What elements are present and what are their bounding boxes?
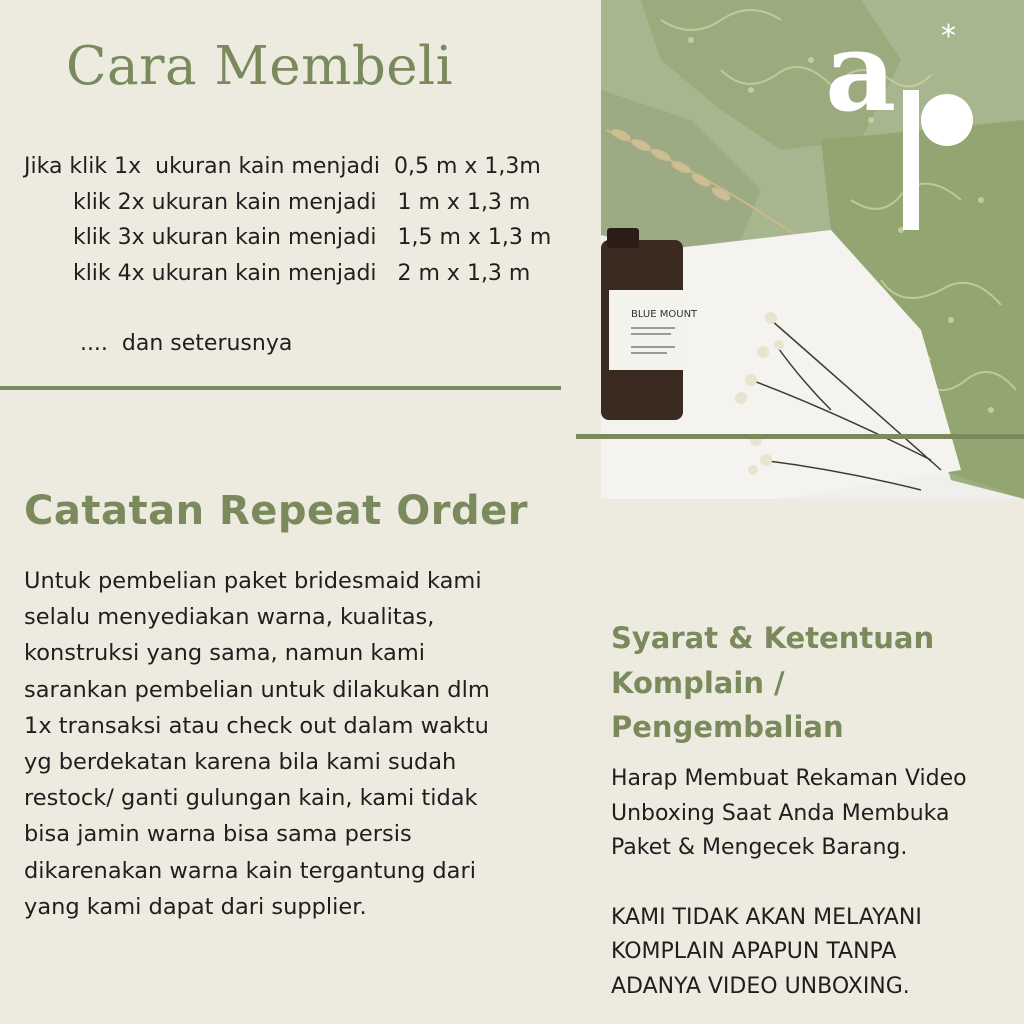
terms-line: Paket & Mengecek Barang.	[611, 835, 908, 860]
logo-letter-a: a	[825, 7, 897, 136]
terms-warning-line: KAMI TIDAK AKAN MELAYANI	[611, 904, 922, 930]
repeat-order-line: dikarenakan warna kain tergantung dari	[24, 857, 476, 884]
terms-line: Harap Membuat Rekaman Video	[611, 766, 967, 791]
terms-warning-line: ADANYA VIDEO UNBOXING.	[611, 973, 910, 999]
repeat-order-text	[24, 563, 564, 925]
terms-line: Unboxing Saat Anda Membuka	[611, 800, 950, 826]
repeat-order-line: bisa jamin warna bisa sama persis	[24, 821, 412, 848]
repeat-order-line: Untuk pembelian paket bridesmaid kami	[24, 568, 482, 594]
terms-spacer	[611, 866, 1011, 901]
size-rule-etc: .... dan seterusnya	[24, 331, 293, 356]
product-photo	[601, 0, 1024, 499]
svg-text:*: *	[941, 19, 956, 54]
repeat-order-line: sarankan pembelian untuk dilakukan dlm	[24, 676, 490, 703]
size-rule-4: klik 4x ukuran kain menjadi 2 m x 1,3 m	[24, 260, 531, 286]
cara-membeli-title: Cara Membeli	[66, 36, 454, 97]
bottle-label: BLUE MOUNT	[631, 309, 698, 320]
divider-right	[576, 434, 1024, 439]
terms-title-line: Komplain /	[611, 665, 785, 700]
repeat-order-line: yang kami dapat dari supplier.	[24, 893, 367, 920]
terms-title-line: Pengembalian	[611, 710, 844, 744]
repeat-order-line: 1x transaksi atau check out dalam waktu	[24, 712, 489, 739]
size-rule-3: klik 3x ukuran kain menjadi 1,5 m x 1,3 m	[24, 225, 552, 250]
repeat-order-line: yg berdekatan karena bila kami sudah	[24, 748, 457, 775]
repeat-order-title: Catatan Repeat Order	[24, 488, 528, 534]
repeat-order-line: restock/ ganti gulungan kain, kami tidak	[24, 785, 478, 812]
divider-left	[0, 386, 561, 390]
repeat-order-line: selalu menyediakan warna, kualitas,	[24, 604, 435, 631]
terms-warning-line: KOMPLAIN APAPUN TANPA	[611, 939, 897, 964]
size-rules	[24, 149, 551, 362]
terms-text	[611, 762, 1011, 1004]
terms-title-line: Syarat & Ketentuan	[611, 621, 935, 655]
size-rule-1: Jika klik 1x ukuran kain menjadi 0,5 m x 1,3m	[24, 154, 541, 179]
size-rule-2: klik 2x ukuran kain menjadi 1 m x 1,3 m	[24, 189, 531, 215]
terms-title	[611, 616, 934, 750]
repeat-order-line: konstruksi yang sama, namun kami	[24, 640, 426, 667]
